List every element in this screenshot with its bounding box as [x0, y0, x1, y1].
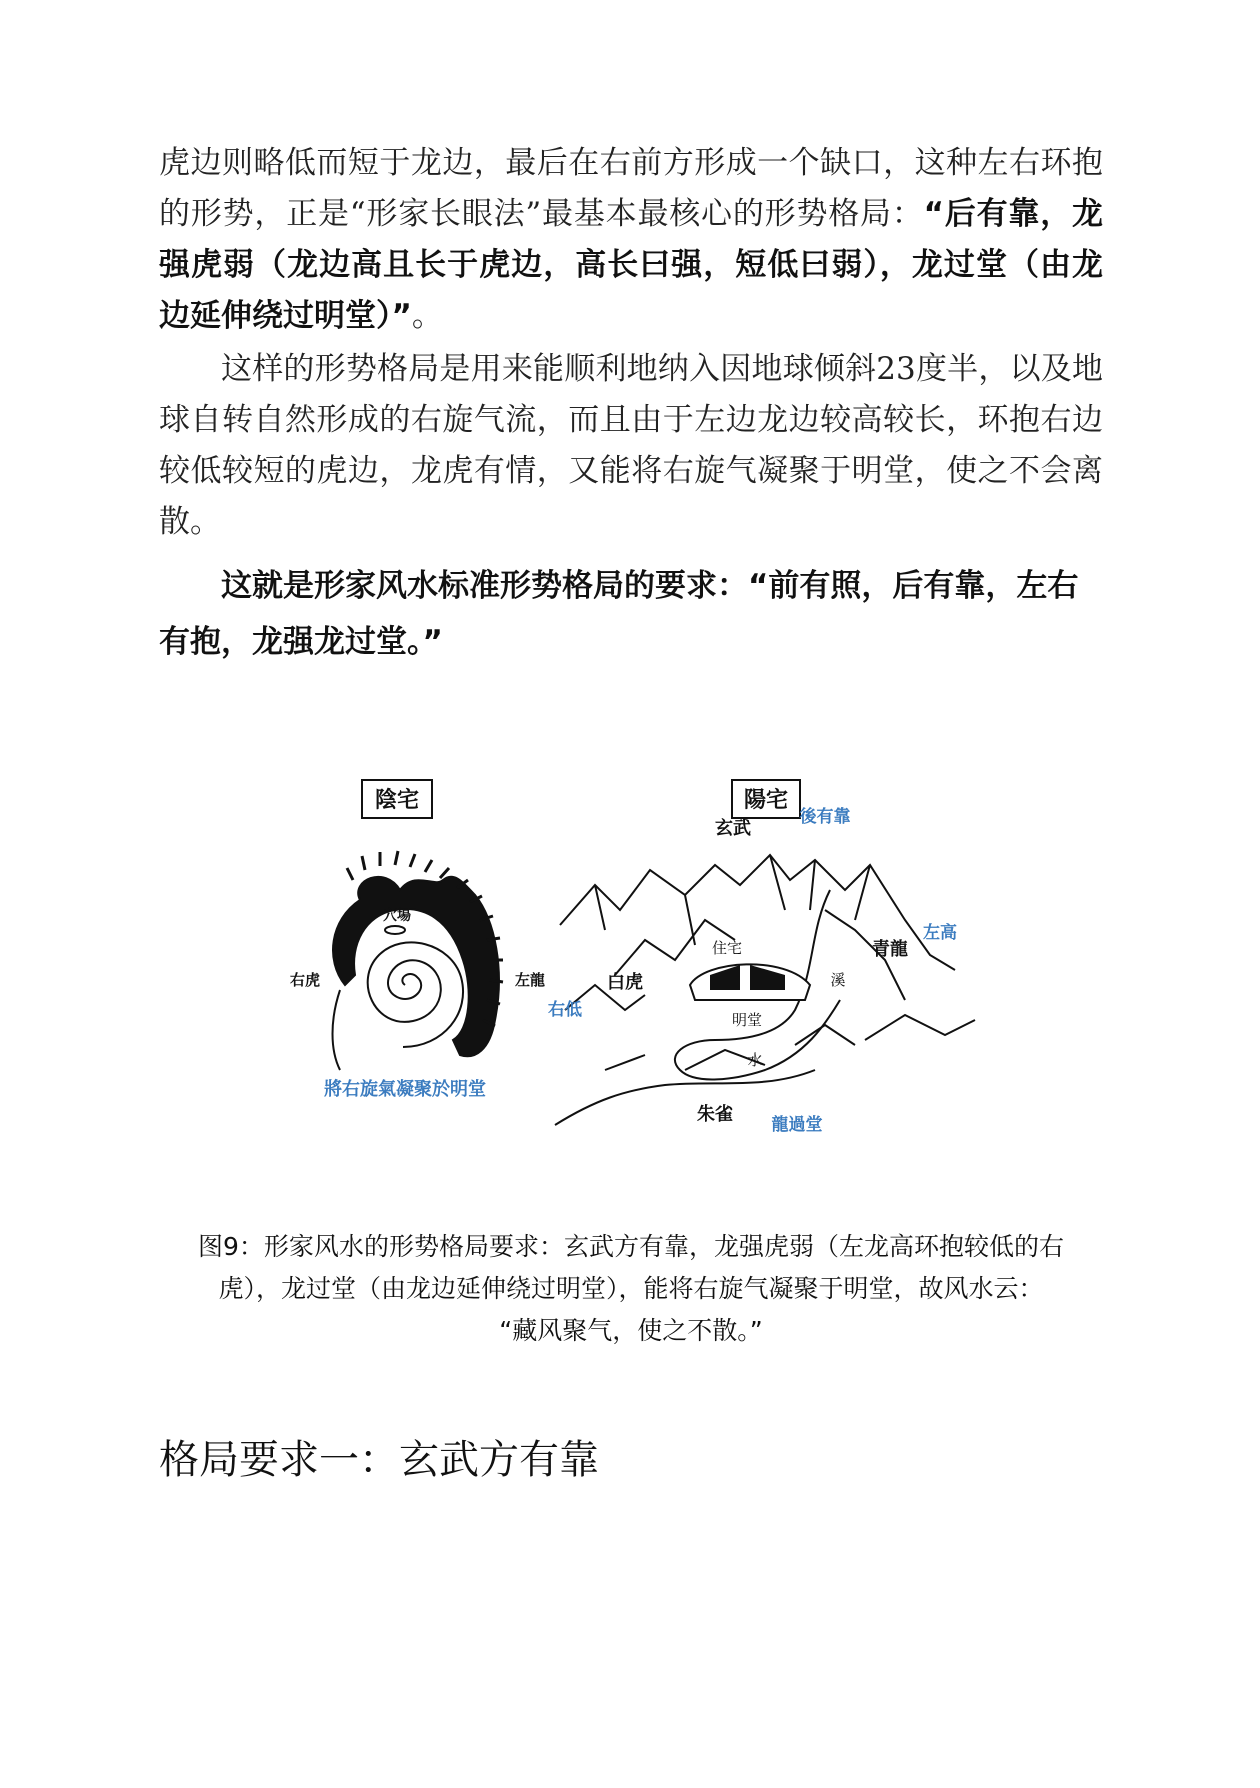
paragraph-2: 这样的形势格局是用来能顺利地纳入因地球倾斜23度半，以及地球自转自然形成的右旋气流，而且由于左边龙边较高较长，环抱右边较低较短的虎边，龙虎有情，又能将右旋气凝聚于明堂，使之不会离散。	[159, 351, 1103, 540]
caption-line-3: “藏风聚气，使之不散。”	[499, 1316, 763, 1345]
left-blue-note: 將右旋氣凝聚於明堂	[324, 1079, 486, 1100]
caption-line-1: 图9：形家风水的形势格局要求：玄武方有靠，龙强虎弱（左龙高环抱较低的右	[198, 1232, 1064, 1261]
back-support-label: 後有靠	[799, 807, 851, 827]
stream-label: 溪	[830, 971, 846, 989]
figure-illustration	[265, 770, 1000, 1190]
body-text	[159, 138, 1103, 670]
caption-line-2: 虎），龙过堂（由龙边延伸绕过明堂），能将右旋气凝聚于明堂，故风水云：	[218, 1274, 1044, 1303]
section-heading: 格局要求一：玄武方有靠	[159, 1437, 599, 1483]
xuechang-label: 穴場	[383, 908, 411, 924]
paragraph-1-tail: 。	[411, 298, 443, 334]
yin-house-panel	[290, 780, 545, 1100]
xuechang-mark	[385, 926, 405, 934]
qinglong-label: 青龍	[872, 939, 908, 960]
left-dragon-label: 左龍	[514, 971, 546, 989]
paragraph-1-normal: 虎边则略低而短于龙边，最后在右前方形成一个缺口，这种左右环抱的形势，正是“形家长眼法”最基本最核心的形势格局：	[159, 145, 1103, 232]
yang-house-panel	[548, 780, 975, 1135]
baihu-label: 白虎	[607, 972, 643, 993]
figure-caption	[159, 1226, 1103, 1352]
zhuque-label: 朱雀	[697, 1104, 733, 1125]
dragon-passes-label: 龍過堂	[771, 1115, 823, 1135]
spiral-qi	[368, 942, 463, 1047]
left-high-label: 左高	[923, 923, 957, 943]
fengshui-figure	[265, 770, 1000, 1190]
paragraph-1	[159, 138, 1103, 342]
right-tiger-label: 右虎	[289, 971, 321, 989]
residence-label: 住宅	[711, 939, 743, 957]
right-title: 陽宅	[743, 788, 789, 813]
left-title: 陰宅	[374, 788, 420, 813]
water-label: 水	[747, 1051, 763, 1069]
xuanwu-label: 玄武	[715, 818, 751, 839]
paragraph-1-bold: “后有靠，龙强虎弱（龙边高且长于虎边，高长曰强，短低曰弱），龙过堂（由龙边延伸绕过明堂）”	[159, 196, 1104, 334]
hill-horseshoe	[333, 877, 499, 1057]
tiger-line	[333, 990, 341, 1070]
mingtang-label: 明堂	[731, 1011, 763, 1029]
paragraph-3: 这就是形家风水标准形势格局的要求：“前有照，后有靠，左右有抱，龙强龙过堂。”	[159, 568, 1079, 660]
right-low-label: 右低	[548, 1000, 582, 1020]
